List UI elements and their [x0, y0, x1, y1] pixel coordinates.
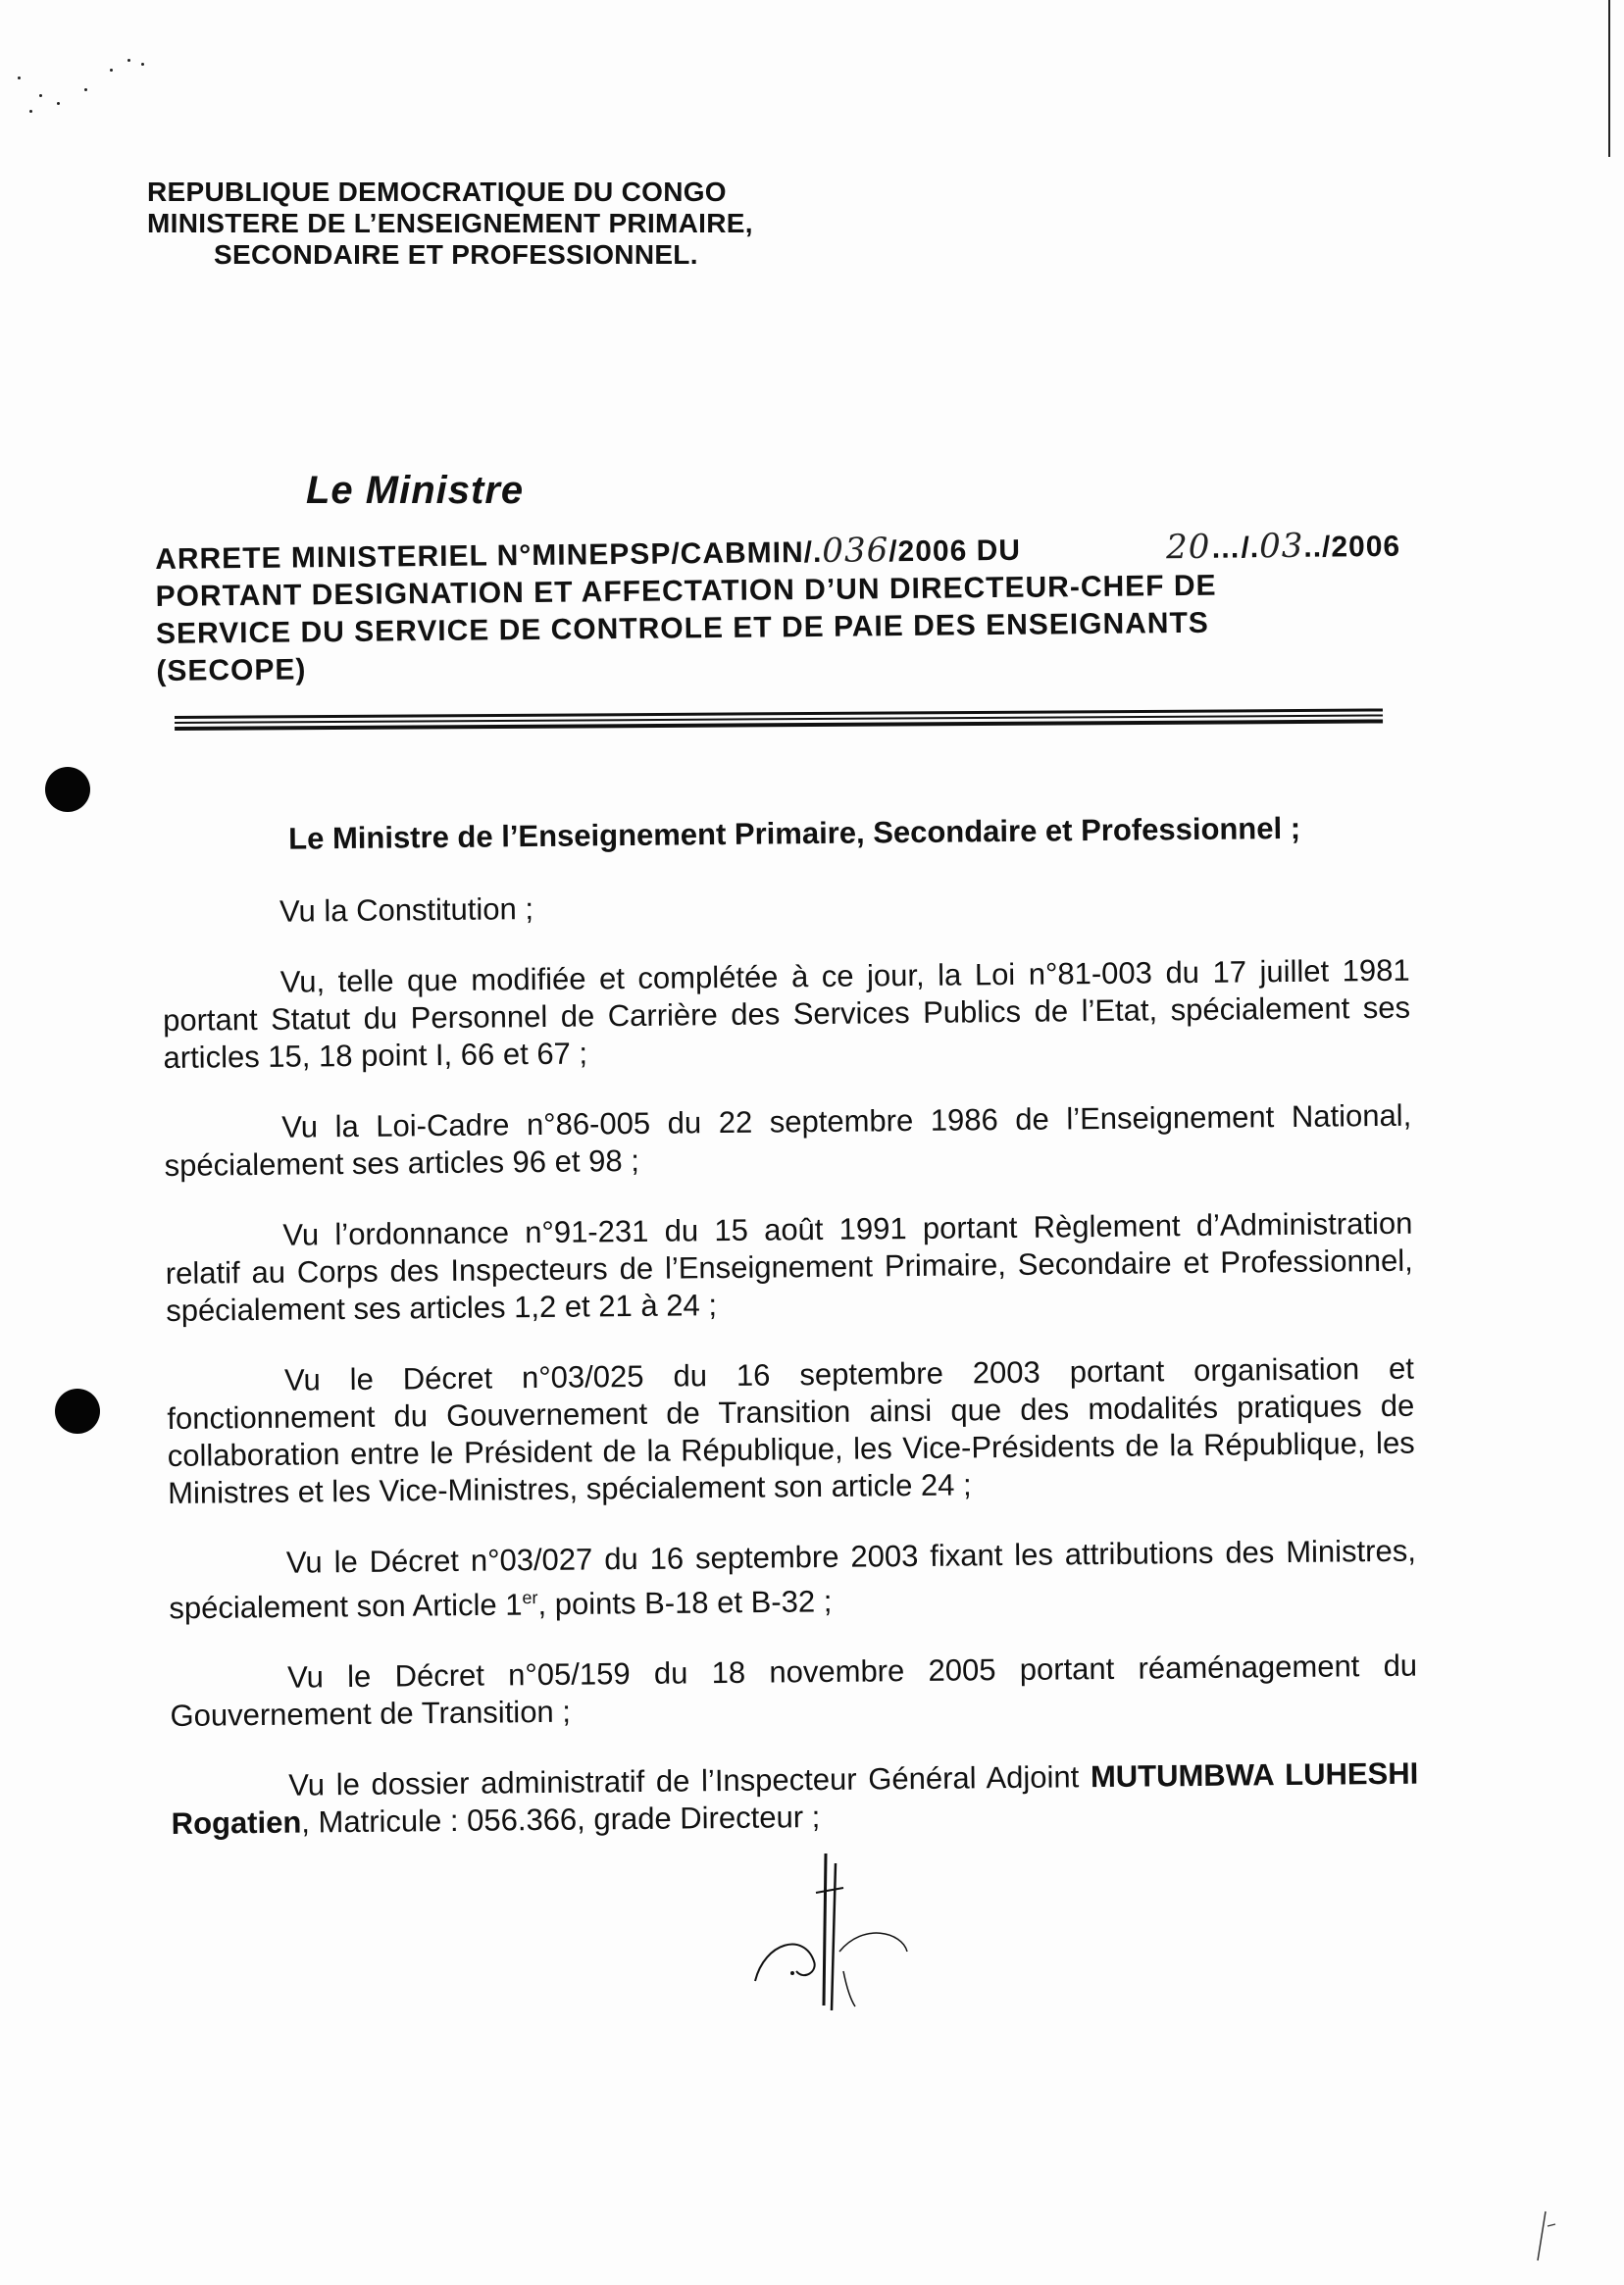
- clause-decret-03-025: Vu le Décret n°03/025 du 16 septembre 2003 portant organisation et fonctionnement du Gouvernement de Transition ainsi que des modalités pratiques de collaboration entre le Président de la République, les Vice-Présidents de la République, les Ministres et les Vice-Ministres, spécialement son article 24 ;: [167, 1350, 1415, 1510]
- header-ministry: MINISTERE DE L’ENSEIGNEMENT PRIMAIRE,: [147, 208, 753, 238]
- decree-title: [155, 527, 1402, 690]
- punch-hole-lower: [55, 1389, 100, 1434]
- handwritten-decree-number: 036: [822, 531, 889, 571]
- decree-number-line: ARRETE MINISTERIEL N°MINEPSP/CABMIN/.036/2006 DU: [155, 531, 1022, 576]
- corner-pen-mark: [1526, 2207, 1565, 2265]
- handwritten-month: 03: [1258, 526, 1304, 567]
- clause-dossier: Vu le dossier administratif de l’Inspecteur Général Adjoint MUTUMBWA LUHESHI Rogatien, Matricule : 056.366, grade Directeur ;: [171, 1755, 1419, 1842]
- decree-body: [161, 809, 1419, 1877]
- title-underline-rules: [175, 708, 1383, 731]
- decree-title-line-2: PORTANT DESIGNATION ET AFFECTATION D’UN DIRECTEUR-CHEF DE: [155, 569, 1217, 613]
- scan-edge-line: [1608, 0, 1610, 157]
- clause-ordonnance: Vu l’ordonnance n°91-231 du 15 août 1991 portant Règlement d’Administration relatif au Corps des Inspecteurs de l’Enseignement Primaire, Secondaire et Professionnel, spécialement ses articles 1,2 et 21 à 24 ;: [165, 1205, 1413, 1328]
- header-ministry-cont: SECONDAIRE ET PROFESSIONNEL.: [214, 239, 698, 270]
- handwritten-initials-signature: [745, 1834, 922, 2020]
- clause-constitution: Vu la Constitution ;: [279, 891, 534, 929]
- decree-title-line-4: (SECOPE): [156, 653, 307, 687]
- ministry-header: [147, 177, 753, 271]
- handwritten-day: 20: [1165, 527, 1211, 568]
- header-republic: REPUBLIQUE DEMOCRATIQUE DU CONGO: [147, 177, 727, 207]
- minister-line: Le Ministre de l’Enseignement Primaire, Secondaire et Professionnel ;: [288, 810, 1301, 856]
- clause-decret-03-027: Vu le Décret n°03/027 du 16 septembre 2003 fixant les attributions des Ministres, spécialement son Article 1er, points B-18 et B-32 ;: [169, 1533, 1417, 1626]
- minister-title: Le Ministre: [306, 469, 525, 512]
- inspector-name: MUTUMBWA LUHESHI Rogatien: [171, 1755, 1419, 1842]
- punch-hole-upper: [45, 767, 90, 812]
- decree-date: 20…/.03../2006: [1165, 526, 1401, 568]
- clause-loi-81-003: Vu, telle que modifiée et complétée à ce jour, la Loi n°81-003 du 17 juillet 1981 portant Statut du Personnel de Carrière des Services Publics de l’Etat, spécialement ses articles 15, 18 point I, 66 et 67 ;: [162, 952, 1411, 1075]
- decree-title-line-3: SERVICE DU SERVICE DE CONTROLE ET DE PAIE DES ENSEIGNANTS: [155, 606, 1209, 650]
- clause-loi-cadre: Vu la Loi-Cadre n°86-005 du 22 septembre 1986 de l’Enseignement National, spécialement ses articles 96 et 98 ;: [164, 1097, 1412, 1183]
- clause-decret-05-159: Vu le Décret n°05/159 du 18 novembre 2005 portant réaménagement du Gouvernement de Transition ;: [170, 1648, 1418, 1734]
